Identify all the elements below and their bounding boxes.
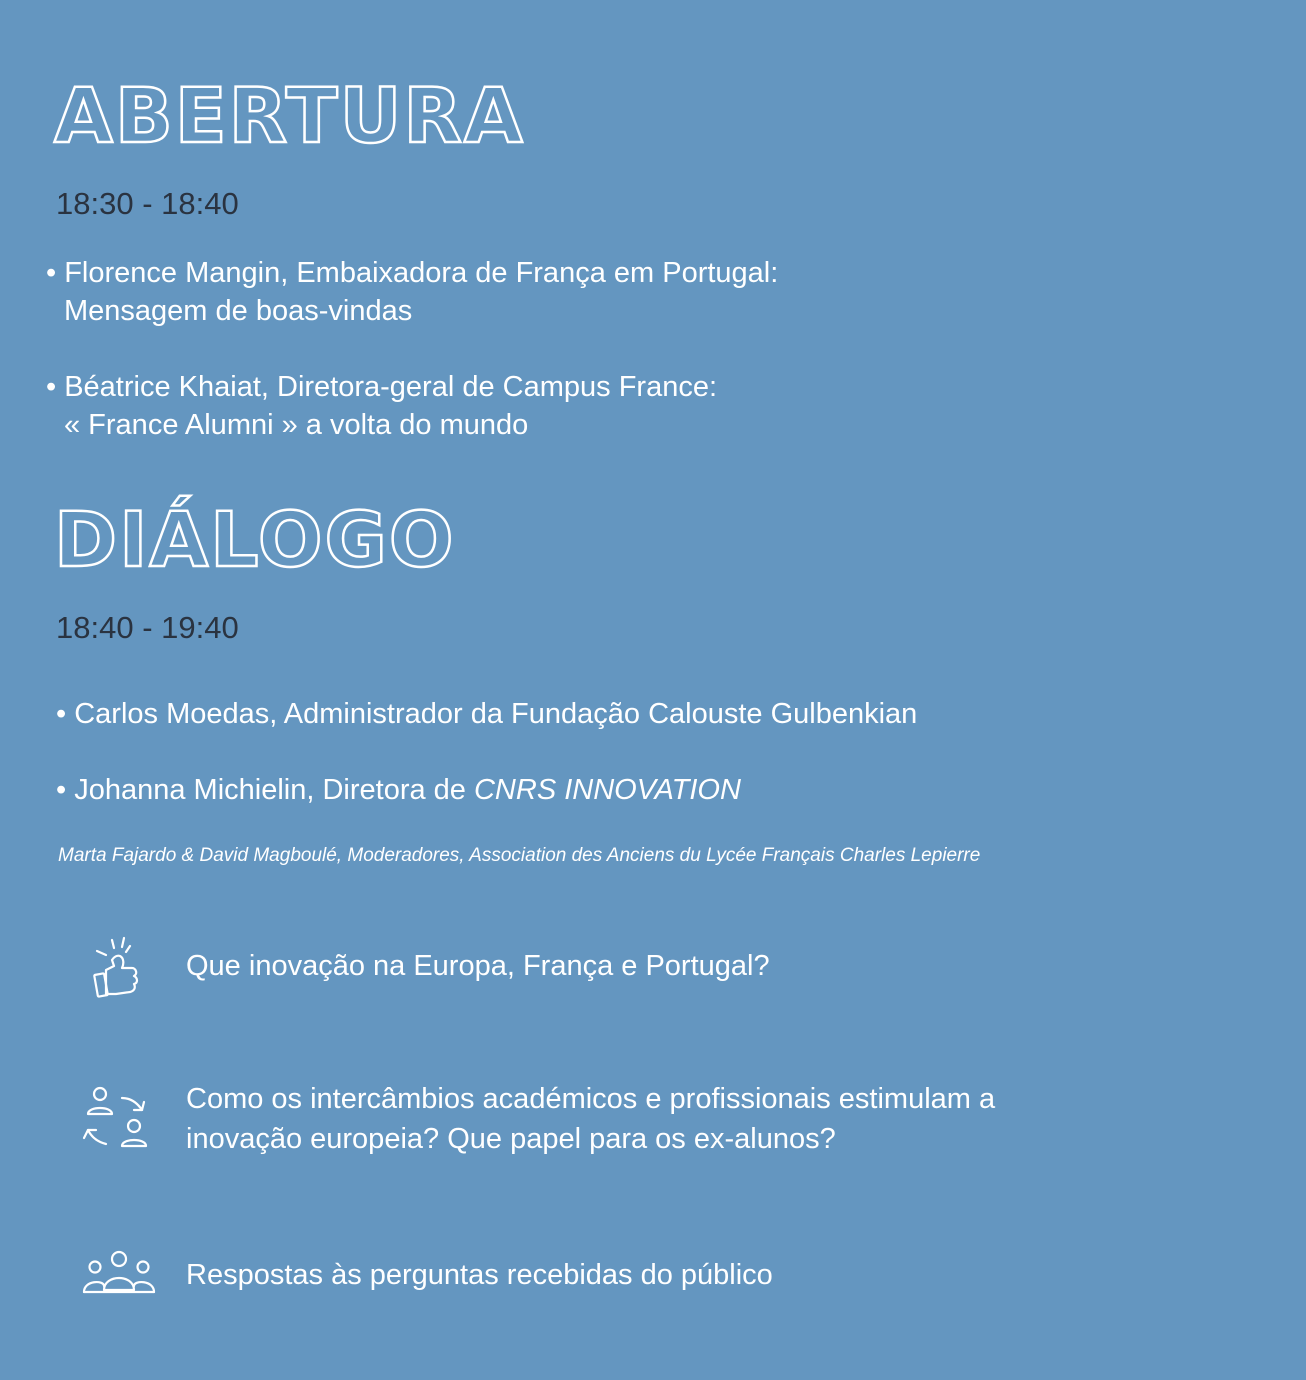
abertura-item-line2: Mensagem de boas-vindas bbox=[64, 295, 413, 327]
topic-line1: Como os intercâmbios académicos e profissionais estimulam a bbox=[186, 1083, 996, 1115]
topic-line2: inovação europeia? Que papel para os ex-alunos? bbox=[186, 1123, 836, 1155]
section-title-dialogo: DIÁLOGO bbox=[54, 495, 456, 584]
abertura-item-line1: • Béatrice Khaiat, Diretora-geral de Campus France: bbox=[46, 371, 718, 403]
topic-item bbox=[186, 946, 770, 986]
topic-line1: Respostas às perguntas recebidas do público bbox=[186, 1259, 773, 1291]
thumbs-up-icon bbox=[92, 936, 144, 1002]
moderators-line: Marta Fajardo & David Magboulé, Moderadores, Association des Anciens du Lycée Français Charles Lepierre bbox=[58, 845, 981, 866]
topic-item bbox=[186, 1079, 995, 1159]
dialogo-speaker bbox=[56, 695, 917, 733]
abertura-item-line2: « France Alumni » a volta do mundo bbox=[64, 409, 529, 441]
speaker-text: • Johanna Michielin, Diretora de bbox=[56, 774, 474, 806]
abertura-item-line1: • Florence Mangin, Embaixadora de França em Portugal: bbox=[46, 257, 779, 289]
topic-line1: Que inovação na Europa, França e Portugal? bbox=[186, 950, 770, 982]
speaker-organization: CNRS INNOVATION bbox=[473, 774, 741, 806]
section-title-abertura: ABERTURA bbox=[54, 71, 525, 160]
abertura-time: 18:30 - 18:40 bbox=[56, 186, 239, 221]
topic-item bbox=[186, 1255, 773, 1295]
dialogo-speaker bbox=[56, 771, 741, 809]
speaker-text: • Carlos Moedas, Administrador da Fundação Calouste Gulbenkian bbox=[56, 698, 918, 730]
abertura-item bbox=[46, 254, 778, 330]
audience-group-icon bbox=[82, 1250, 156, 1296]
exchange-people-icon bbox=[78, 1084, 154, 1150]
abertura-item bbox=[46, 368, 717, 444]
dialogo-time: 18:40 - 19:40 bbox=[56, 610, 239, 645]
